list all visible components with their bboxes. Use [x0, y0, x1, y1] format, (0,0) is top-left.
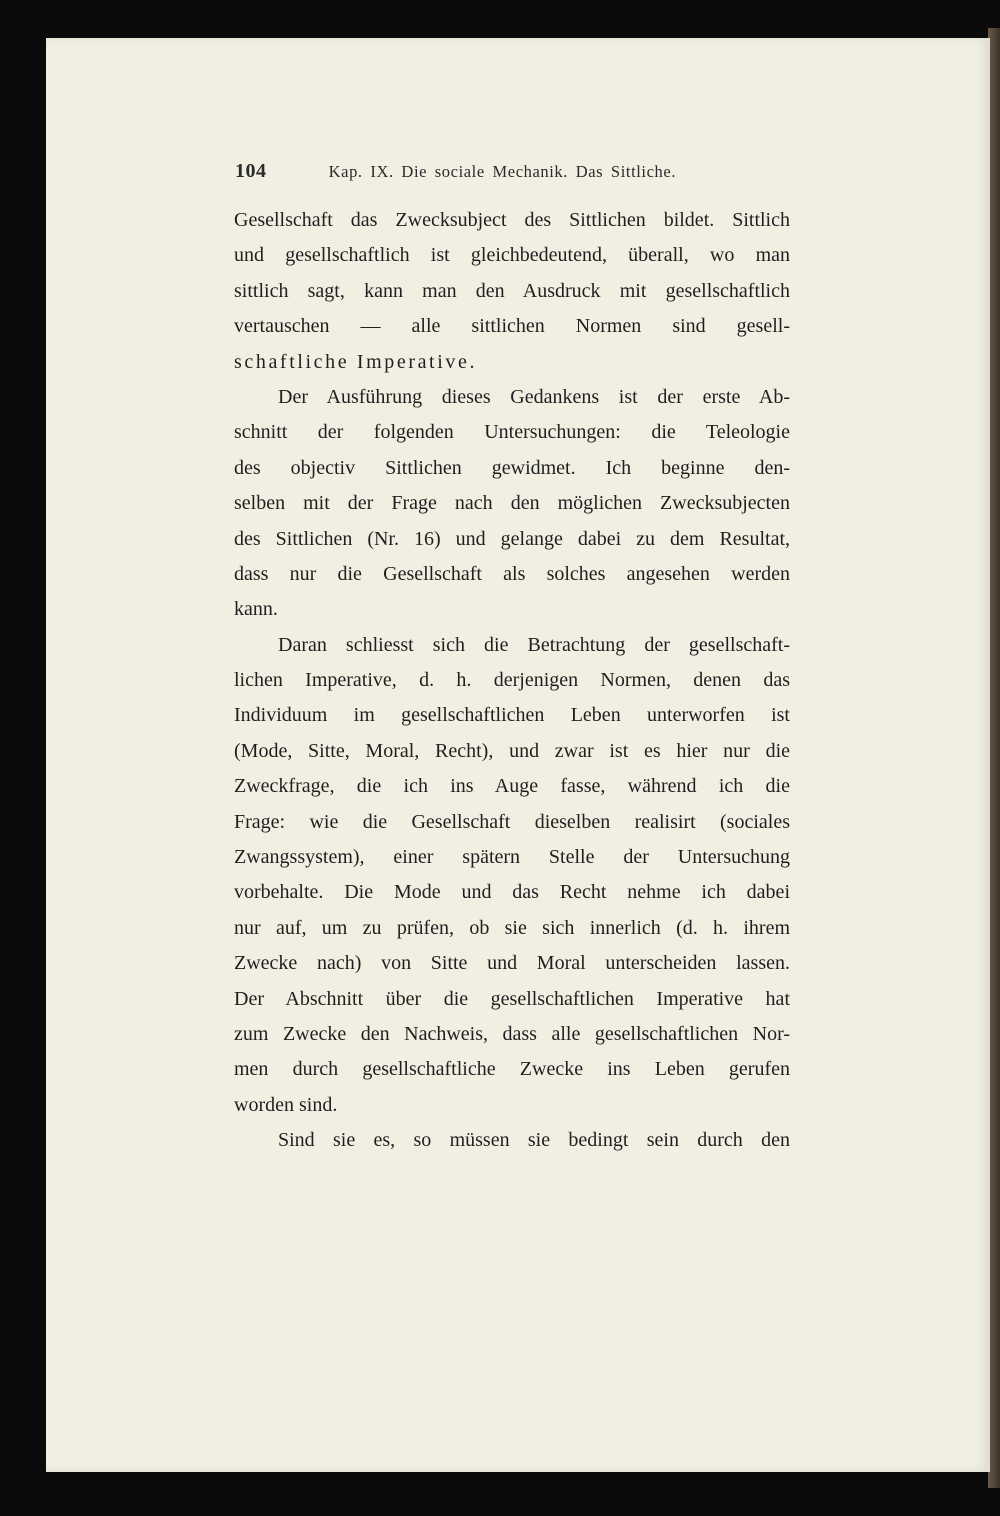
text-line: Zwangssystem), einer spätern Stelle der Untersuchung [234, 846, 790, 869]
page-number: 104 [235, 160, 267, 182]
text-line: Individuum im gesellschaftlichen Leben unterworfen ist [234, 704, 790, 727]
text-line: Zwecke nach) von Sitte und Moral unterscheiden lassen. [234, 952, 790, 975]
text-line: schaftliche Imperative. [234, 350, 478, 373]
text-line: sittlich sagt, kann man den Ausdruck mit gesellschaftlich [234, 279, 790, 302]
text-line: kann. [234, 598, 278, 621]
text-line: des objectiv Sittlichen gewidmet. Ich beginne den- [234, 456, 790, 479]
text-line: Daran schliesst sich die Betrachtung der gesellschaft- [278, 633, 790, 656]
text-line: lichen Imperative, d. h. derjenigen Normen, denen das [234, 669, 790, 692]
text-line: Gesellschaft das Zwecksubject des Sittlichen bildet. Sittlich [234, 209, 790, 231]
text-line: schnitt der folgenden Untersuchungen: die Teleologie [234, 421, 790, 444]
text-line: dass nur die Gesellschaft als solches angesehen werden [234, 562, 790, 585]
text-line: Der Abschnitt über die gesellschaftlichen Imperative hat [234, 987, 790, 1010]
running-header [235, 160, 795, 183]
text-line: selben mit der Frage nach den möglichen Zwecksubjecten [234, 492, 790, 515]
text-line: Der Ausführung dieses Gedankens ist der erste Ab- [278, 385, 790, 408]
text-line: Zweckfrage, die ich ins Auge fasse, während ich die [234, 775, 790, 798]
running-title: Kap. IX. Die sociale Mechanik. Das Sittliche. [328, 162, 677, 181]
text-line: vertauschen — alle sittlichen Normen sind gesell- [234, 315, 790, 338]
text-line: Sind sie es, so müssen sie bedingt sein durch den [278, 1129, 790, 1152]
text-line: und gesellschaftlich ist gleichbedeutend, überall, wo man [234, 244, 790, 267]
text-line: des Sittlichen (Nr. 16) und gelange dabei zu dem Resultat, [234, 527, 790, 550]
text-line: nur auf, um zu prüfen, ob sie sich innerlich (d. h. ihrem [234, 916, 790, 939]
text-line: (Mode, Sitte, Moral, Recht), und zwar ist es hier nur die [234, 739, 790, 762]
text-line: vorbehalte. Die Mode und das Recht nehme ich dabei [234, 881, 790, 904]
text-line: zum Zwecke den Nachweis, dass alle gesellschaftlichen Nor- [234, 1022, 790, 1045]
body-text [234, 203, 790, 1159]
text-line: worden sind. [234, 1093, 338, 1116]
text-line: Frage: wie die Gesellschaft dieselben realisirt (sociales [234, 810, 790, 833]
text-line: men durch gesellschaftliche Zwecke ins Leben gerufen [234, 1058, 790, 1081]
